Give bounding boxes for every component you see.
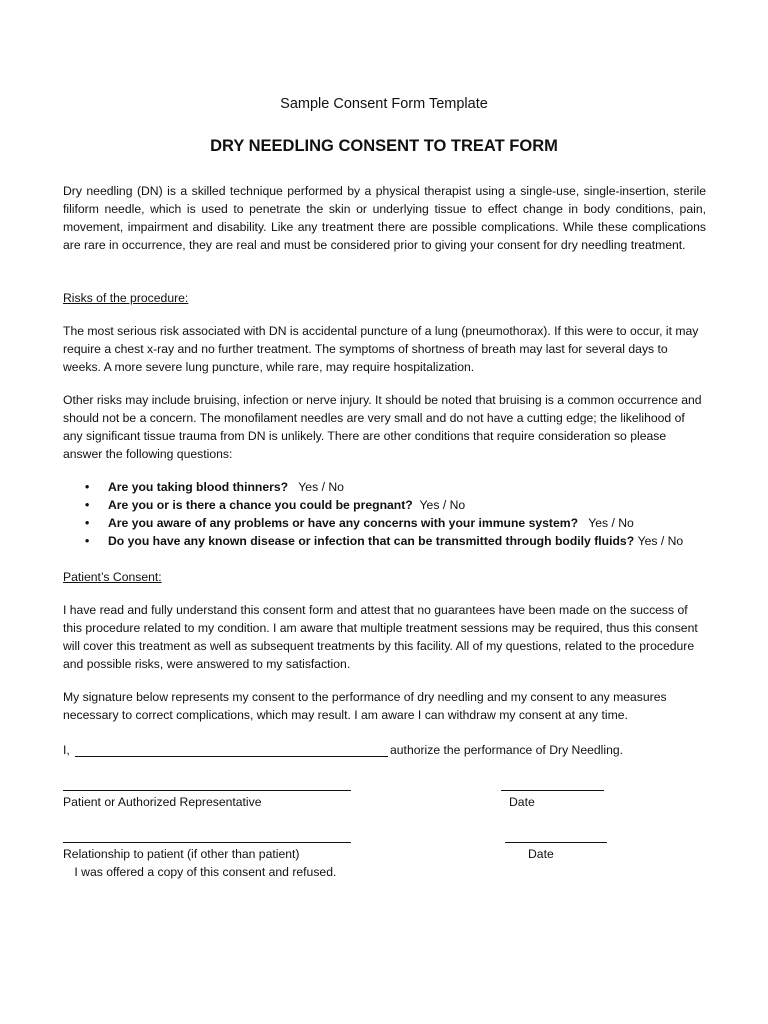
intro-paragraph: Dry needling (DN) is a skilled technique performed by a physical therapist using a single-use, single-insertion, sterile filiform needle, which is used to penetrate the skin or underlying tissue to effect change in body conditions, pain, movement, impairment and disability. Like any treatment there are possible complications. While these complications are rare in occurrence, they are real and must be considered prior to giving your consent for dry needling treatment. xyxy=(63,184,706,252)
form-subtitle: Sample Consent Form Template xyxy=(280,96,488,112)
relationship-label: Relationship to patient (if other than patient) xyxy=(63,847,300,861)
bullet-icon: • xyxy=(85,480,90,494)
bullet-icon: • xyxy=(85,534,90,548)
screening-questions-list xyxy=(63,478,723,550)
question-text: Do you have any known disease or infection that can be transmitted through bodily fluids? xyxy=(108,534,635,548)
screening-question-item xyxy=(63,496,723,514)
patient-signature-label: Patient or Authorized Representative xyxy=(63,795,262,809)
relationship-signature-field[interactable] xyxy=(63,842,351,843)
patient-name-field[interactable] xyxy=(75,756,388,757)
date-label-1: Date xyxy=(509,795,535,809)
screening-question-item xyxy=(63,532,723,550)
consent-paragraph-2: My signature below represents my consent to the performance of dry needling and my consent to any measures necessary to correct complications, which may result. I am aware I can withdraw my consent at any time. xyxy=(63,690,667,722)
consent-paragraph-1: I have read and fully understand this consent form and attest that no guarantees have been made on the success of this procedure related to my condition. I am aware that multiple treatment sessions may be required, thus this consent will cover this treatment as well as subsequent treatments by this facility. All of my questions, related to the procedure and possible risks, were answered to my satisfaction. xyxy=(63,603,698,671)
refusal-line xyxy=(63,863,336,881)
screening-question-item xyxy=(63,514,723,532)
answer-options[interactable]: Yes / No xyxy=(298,480,344,494)
form-title: DRY NEEDLING CONSENT TO TREAT FORM xyxy=(210,137,558,155)
risks-paragraph-1: The most serious risk associated with DN is accidental puncture of a lung (pneumothorax). If this were to occur, it may require a chest x-ray and no further treatment. The symptoms of shortness of breath may last for several days to weeks. A more severe lung puncture, while rare, may require hospitalization. xyxy=(63,324,699,374)
risks-heading: Risks of the procedure: xyxy=(63,291,189,305)
bullet-icon: • xyxy=(85,498,90,512)
patient-signature-field[interactable] xyxy=(63,790,351,791)
authorize-prefix: I, xyxy=(63,743,70,757)
screening-question-item xyxy=(63,478,723,496)
date-label-2: Date xyxy=(528,847,554,861)
answer-options[interactable]: Yes / No xyxy=(588,516,634,530)
answer-options[interactable]: Yes / No xyxy=(419,498,466,512)
risks-paragraph-2: Other risks may include bruising, infection or nerve injury. It should be noted that bruising is a common occurrence and should not be a concern. The monofilament needles are very small and do not have a cutting edge; the likelihood of any significant tissue trauma from DN is unlikely. There are other conditions that require consideration so please answer the following questions: xyxy=(63,393,702,461)
authorize-suffix: authorize the performance of Dry Needling. xyxy=(390,743,624,757)
question-text: Are you taking blood thinners? xyxy=(108,480,289,494)
refusal-text: I was offered a copy of this consent and refused. xyxy=(74,865,337,879)
answer-options[interactable]: Yes / No xyxy=(637,534,684,548)
bullet-icon: • xyxy=(85,516,90,530)
patient-date-field[interactable] xyxy=(501,790,604,791)
question-text: Are you or is there a chance you could be pregnant? xyxy=(108,498,413,512)
question-text: Are you aware of any problems or have any concerns with your immune system? xyxy=(108,516,579,530)
relationship-date-field[interactable] xyxy=(505,842,607,843)
consent-heading: Patient’s Consent: xyxy=(63,570,162,584)
